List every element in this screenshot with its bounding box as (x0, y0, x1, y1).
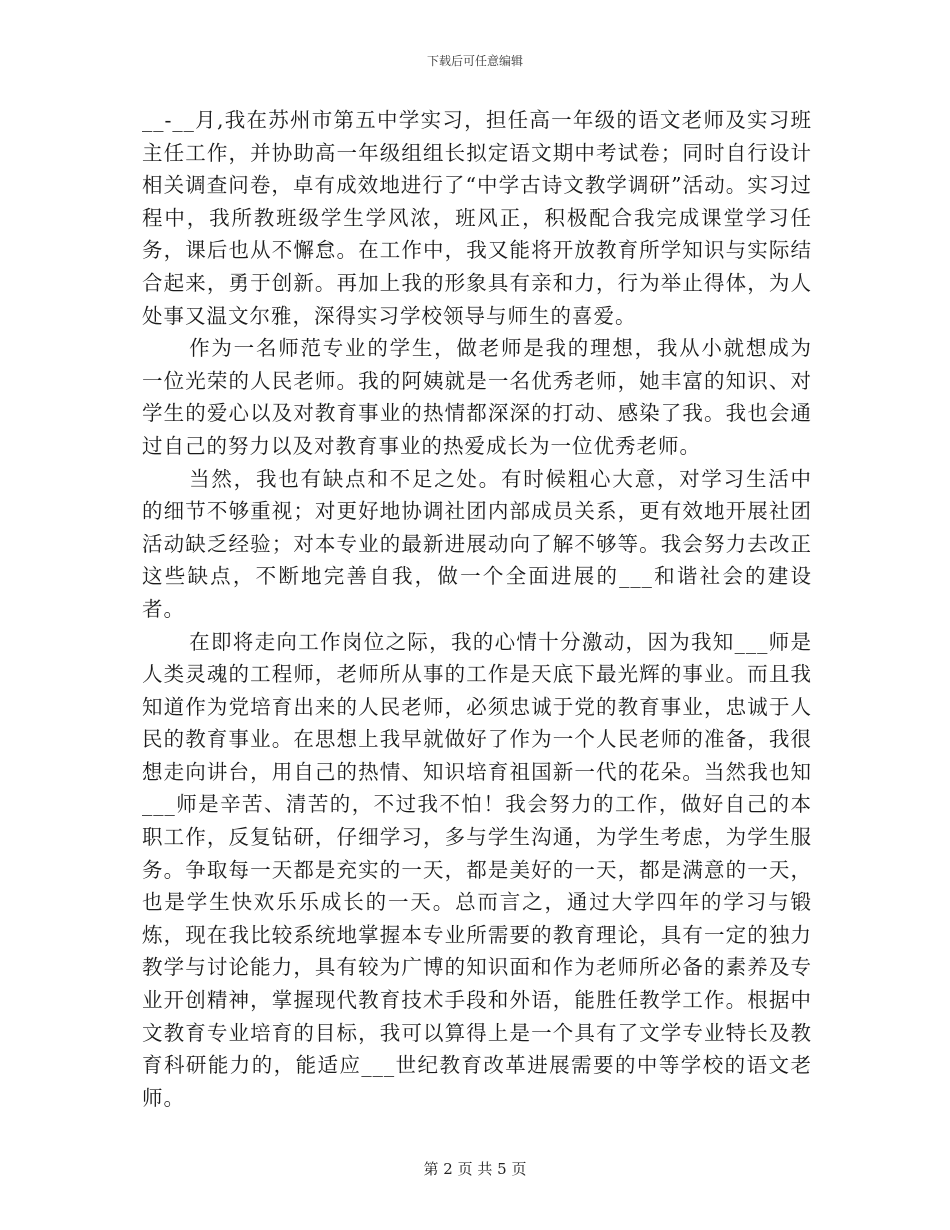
paragraph-4: 在即将走向工作岗位之际，我的心情十分激动，因为我知___师是人类灵魂的工程师，老师所从事的工作是天底下最光辉的事业。而且我知道作为党培育出来的人民老师，必须忠诚于党的教育事业，忠诚于人民的教育事业。在思想上我早就做好了作为一个人民老师的准备，我很想走向讲台，用自己的热情、知识培育祖国新一代的花朵。当然我也知___师是辛苦、清苦的，不过我不怕！我会努力的工作，做好自己的本职工作，反复钻研，仔细学习，多与学生沟通，为学生考虑，为学生服务。争取每一天都是充实的一天，都是美好的一天，都是满意的一天，也是学生快欢乐乐成长的一天。总而言之，通过大学四年的学习与锻炼，现在我比较系统地掌握本专业所需要的教育理论，具有一定的独力教学与讨论能力，具有较为广博的知识面和作为老师所必备的素养及专业开创精神，掌握现代教育技术手段和外语，能胜任教学工作。根据中文教育专业培育的目标，我可以算得上是一个具有了文学专业特长及教育科研能力的，能适应___世纪教育改革进展需要的中等学校的语文老师。 (142, 629, 812, 1110)
paragraph-1: __-__月,我在苏州市第五中学实习，担任高一年级的语文老师及实习班主任工作，并协助高一年级组组长拟定语文期中考试卷；同时自行设计相关调查问卷，卓有成效地进行了“中学古诗文教学调研”活动。实习过程中，我所教班级学生学风浓，班风正，积极配合我完成课堂学习任务，课后也从不懈怠。在工作中，我又能将开放教育所学知识与实际结合起来，勇于创新。再加上我的形象具有亲和力，行为举止得体，为人处事又温文尔雅，深得实习学校领导与师生的喜爱。 (142, 108, 812, 328)
paragraph-3: 当然，我也有缺点和不足之处。有时候粗心大意，对学习生活中的细节不够重视；对更好地协调社团内部成员关系，更有效地开展社团活动缺乏经验；对本专业的最新进展动向了解不够等。我会努力去改正这些缺点，不断地完善自我，做一个全面进展的___和谐社会的建设者。 (142, 466, 812, 621)
document-body (142, 104, 812, 1114)
page-header: 下载后可任意编辑 (426, 54, 523, 68)
page-number: 第 2 页 共 5 页 (423, 1160, 527, 1178)
paragraph-2: 作为一名师范专业的学生，做老师是我的理想，我从小就想成为一位光荣的人民老师。我的阿姨就是一名优秀老师，她丰富的知识、对学生的爱心以及对教育事业的热情都深深的打动、感染了我。我也会通过自己的努力以及对教育事业的热爱成长为一位优秀老师。 (142, 336, 812, 458)
